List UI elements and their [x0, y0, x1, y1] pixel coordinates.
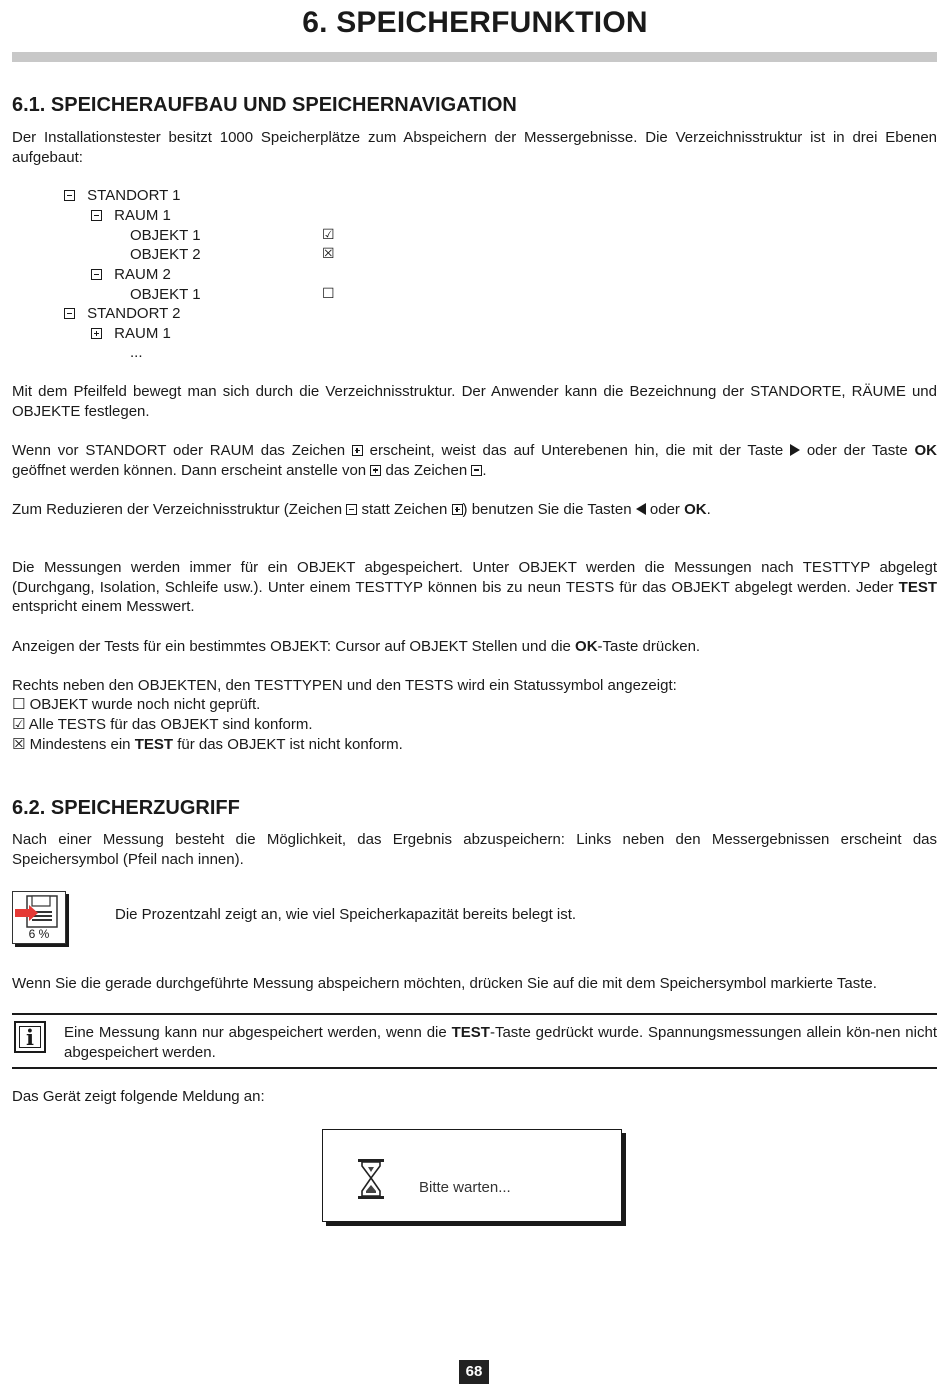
tree-raum-1 — [91, 206, 171, 226]
tree-raum-1b — [91, 324, 171, 344]
text-run: Zum Reduzieren der Verzeichnisstruktur (Zeichen — [12, 501, 347, 518]
text-run: Anzeigen der Tests für ein bestimmtes OBJEKT: Cursor auf OBJEKT Stellen und die — [12, 638, 576, 655]
dialog-message: Bitte warten... — [419, 1179, 511, 1196]
text-run: das Zeichen — [381, 461, 472, 479]
tree-objekt-2: OBJEKT 2 — [130, 246, 201, 263]
text-run: Wenn vor STANDORT oder RAUM das Zeichen — [12, 442, 352, 459]
plus-sign-paragraph — [12, 441, 937, 480]
tree-label: RAUM 1 — [114, 325, 171, 342]
test-label: TEST — [451, 1024, 490, 1041]
text-run: für das OBJEKT ist nicht konform. — [173, 736, 403, 753]
status-intro: Rechts neben den OBJEKTEN, den TESTTYPEN und den TESTS wird ein Statussymbol angezeigt: — [12, 677, 677, 694]
wait-dialog — [322, 1129, 622, 1222]
status-line-fail — [12, 735, 937, 755]
minus-box-icon — [346, 504, 357, 515]
minus-box-icon — [64, 308, 75, 319]
text-run: geöffnet werden können. Dann erscheint anstelle von — [12, 461, 371, 479]
memory-percent: 6 % — [28, 927, 50, 941]
status-fail-icon: ☒ — [322, 245, 335, 261]
text-run: -Taste drücken. — [597, 638, 701, 655]
tree-label: RAUM 2 — [114, 266, 171, 283]
plus-box-icon — [370, 465, 381, 476]
text-run: statt Zeichen — [357, 501, 452, 518]
directory-tree — [0, 186, 400, 366]
info-top-rule — [12, 1013, 937, 1015]
tree-label: STANDORT 1 — [87, 187, 181, 204]
arrow-right-icon — [790, 444, 800, 456]
floppy-disk-icon — [13, 894, 65, 930]
device-message-intro: Das Gerät zeigt folgende Meldung an: — [12, 1088, 265, 1105]
page-number: 68 — [459, 1360, 489, 1384]
info-bottom-rule — [12, 1067, 937, 1069]
memory-intro-paragraph: Nach einer Messung besteht die Möglichkeit, das Ergebnis abzuspeichern: Links neben den Messergebnissen erscheint das Speichersymbol (Pfeil nach innen). — [12, 831, 937, 868]
test-label: TEST — [898, 578, 937, 596]
tree-label: RAUM 1 — [114, 207, 171, 224]
tree-raum-2 — [91, 265, 171, 285]
navigation-paragraph: Mit dem Pfeilfeld bewegt man sich durch die Verzeichnisstruktur. Der Anwender kann die Bezeichnung der STANDORTE, RÄUME und OBJEKTE festlegen. — [12, 383, 937, 420]
text-run: . — [482, 461, 487, 479]
memory-save-icon — [12, 891, 66, 944]
reduce-paragraph — [12, 500, 937, 520]
text-run: erscheint, weist das auf Unterebenen hin, die mit der Taste — [362, 442, 791, 459]
show-tests-paragraph — [12, 637, 937, 657]
status-line-open: ☐ OBJEKT wurde noch nicht geprüft. — [12, 696, 261, 713]
minus-box-icon — [471, 465, 482, 476]
tree-label: STANDORT 2 — [87, 305, 181, 322]
measurement-paragraph — [12, 558, 937, 617]
section-heading-6-2: 6.2. SPEICHERZUGRIFF — [12, 797, 240, 819]
minus-box-icon — [91, 269, 102, 280]
tree-objekt-1b: OBJEKT 1 — [130, 286, 201, 303]
text-run: Eine Messung kann nur abgespeichert werden, wenn die — [64, 1024, 452, 1041]
info-icon: i — [14, 1021, 46, 1053]
minus-box-icon — [91, 210, 102, 221]
text-run: oder — [645, 501, 685, 518]
status-ok-icon: ☑ — [322, 226, 335, 242]
save-paragraph: Wenn Sie die gerade durchgeführte Messung abspeichern möchten, drücken Sie auf die mit dem Speichersymbol markierte Taste. — [12, 975, 877, 992]
test-label: TEST — [134, 736, 174, 753]
text-run: oder der Taste — [800, 442, 915, 459]
memory-percent-description: Die Prozentzahl zeigt an, wie viel Speicherkapazität bereits belegt ist. — [115, 906, 577, 923]
info-text — [64, 1023, 937, 1062]
ok-key-label: OK — [914, 442, 937, 459]
minus-box-icon — [64, 190, 75, 201]
arrow-left-icon — [636, 503, 646, 515]
tree-ellipsis: ... — [130, 344, 143, 361]
plus-box-icon — [352, 445, 363, 456]
text-run: ) benutzen Sie die Tasten — [462, 501, 636, 518]
intro-paragraph: Der Installationstester besitzt 1000 Speicherplätze zum Abspeichern der Messergebnisse. Die Verzeichnisstruktur ist in drei Ebenen aufgebaut: — [12, 129, 937, 166]
plus-box-icon — [452, 504, 463, 515]
text-run: ☒ Mindestens ein — [12, 736, 135, 753]
section-heading-6-1: 6.1. SPEICHERAUFBAU UND SPEICHERNAVIGATION — [12, 94, 517, 116]
title-rule — [12, 52, 937, 62]
page-title: 6. SPEICHERFUNKTION — [302, 6, 648, 39]
tree-standort-1 — [64, 186, 181, 206]
ok-key-label: OK — [684, 501, 707, 518]
plus-box-icon — [91, 328, 102, 339]
status-open-icon: ☐ — [322, 285, 335, 301]
status-line-ok: ☑ Alle TESTS für das OBJEKT sind konform. — [12, 716, 313, 733]
text-run: -Taste gedrückt wurde. Spannungsmessungen allein kön-nen nicht abgespeichert werden. — [64, 1024, 937, 1061]
text-run: Die Messungen werden immer für ein OBJEKT abgespeichert. Unter OBJEKT werden die Messungen nach TESTTYP abgelegt (Durchgang, Isolation, Schleife usw.). Unter einem TESTTYP können bis zu neun TESTS für das OBJEKT abgelegt werden. Jeder — [12, 559, 937, 596]
ok-key-label: OK — [575, 638, 598, 655]
text-run: entspricht einem Messwert. — [12, 598, 195, 615]
hourglass-icon — [356, 1158, 386, 1200]
tree-objekt-1: OBJEKT 1 — [130, 227, 201, 244]
tree-standort-2 — [64, 304, 181, 324]
text-run: . — [706, 501, 711, 518]
